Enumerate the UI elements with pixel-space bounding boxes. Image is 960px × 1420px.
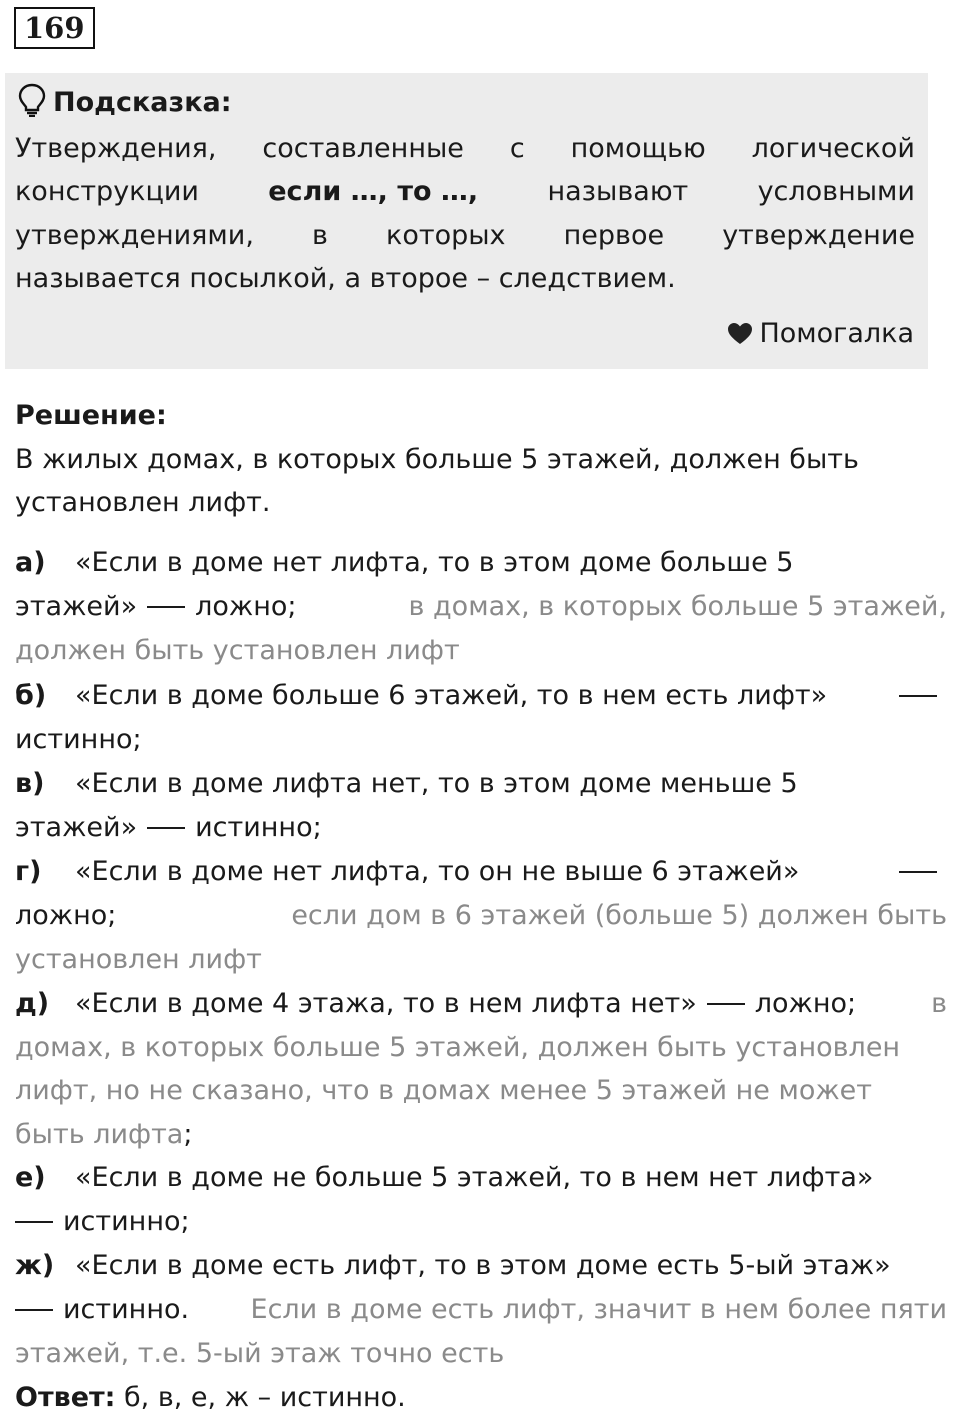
answer (15, 1376, 406, 1420)
dash (707, 1003, 745, 1005)
dash (147, 827, 185, 829)
hint-line: конструкции если …, то …, называют условными (15, 170, 915, 213)
hint-title: Подсказка: (53, 87, 232, 118)
dash (899, 695, 937, 697)
hint-line: называется посылкой, а второе – следствием. (15, 262, 676, 294)
item-a: а) «Если в доме нет лифта, то в этом доме больше 5 этажей» ложно; в домах, в которых больше 5 этажей, должен быть установлен лифт (15, 547, 947, 666)
item-g: г) «Если в доме нет лифта, то он не выше 6 этажей» ложно; если дом в 6 этажей (больше 5) должен быть установлен лифт (15, 856, 947, 975)
problem-number: 169 (14, 7, 95, 49)
dash (15, 1221, 53, 1223)
answer-text: б, в, е, ж – истинно. (115, 1382, 406, 1413)
brand-name: Помогалка (759, 318, 914, 349)
lightbulb-icon (17, 83, 47, 117)
hint-line: Утверждения, составленные с помощью логической (15, 133, 915, 164)
item-b: б) «Если в доме больше 6 этажей, то в нем есть лифт» истинно; (15, 674, 947, 762)
solution-intro: В жилых домах, в которых больше 5 этажей, должен быть установлен лифт. (15, 444, 859, 518)
hint-heading (17, 83, 232, 121)
hint-line: утверждениями, в которых первое утверждение (15, 219, 915, 251)
brand (727, 316, 914, 352)
item-v: в) «Если в доме лифта нет, то в этом доме меньше 5 этажей» истинно; (15, 768, 798, 843)
dash (899, 871, 937, 873)
item-zh: ж) «Если в доме есть лифт, то в этом доме есть 5-ый этаж» истинно. Если в доме есть лифт, значит в нем более пяти этажей, т.е. 5-ый этаж точно есть (15, 1250, 947, 1369)
item-d: д) «Если в доме 4 этажа, то в нем лифта нет» ложно; в домах, в которых больше 5 этажей, должен быть установлен лифт, но не сказано, что в домах менее 5 этажей не может быть лифта; (15, 988, 947, 1150)
heart-icon (727, 322, 753, 346)
solution-heading: Решение: (15, 400, 167, 431)
hint-box (5, 73, 928, 369)
hint-emphasis: если …, то …, (268, 176, 479, 208)
answer-label: Ответ: (15, 1382, 116, 1413)
hint-text (15, 127, 915, 300)
dash (147, 606, 185, 608)
dash (15, 1309, 53, 1311)
item-e: е) «Если в доме не больше 5 этажей, то в нем нет лифта» истинно; (15, 1162, 874, 1237)
